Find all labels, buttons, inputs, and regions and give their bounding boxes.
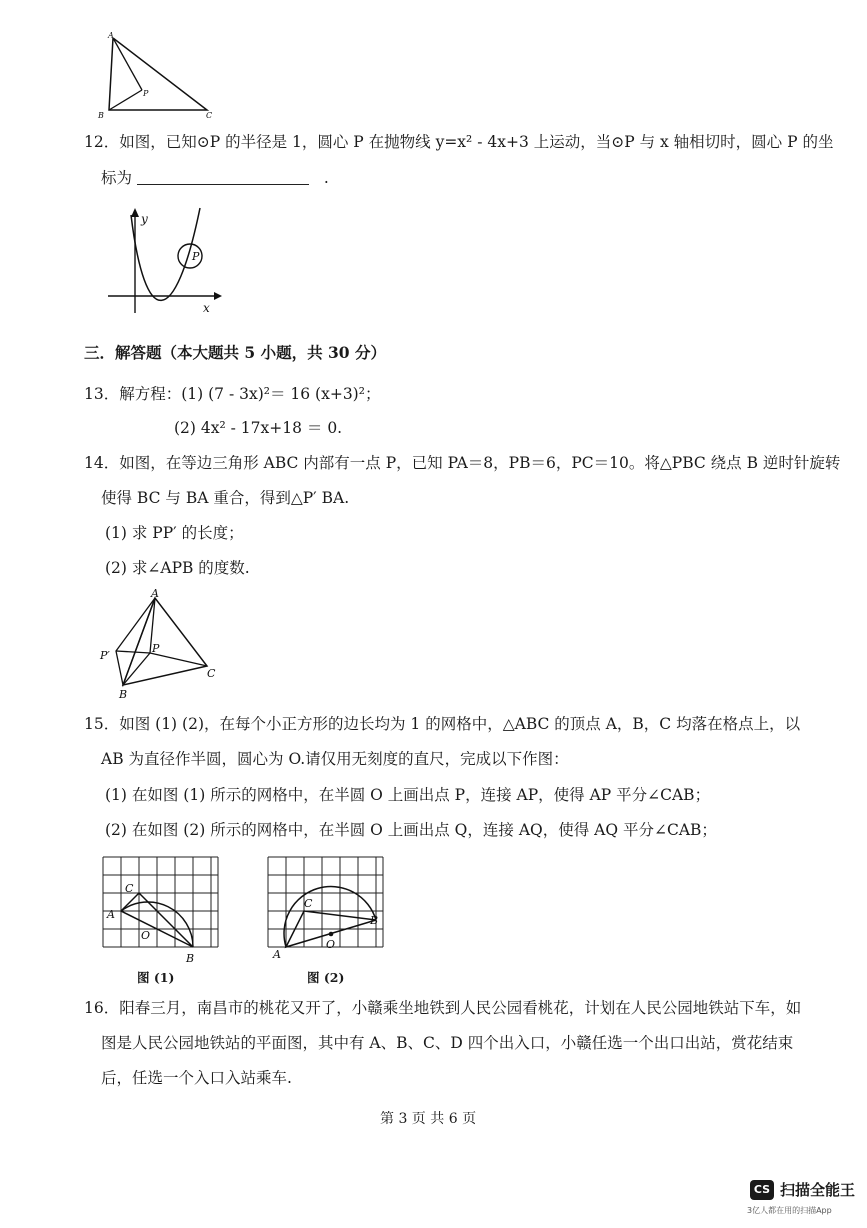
q14-line1: 14．如图，在等边三角形 ABC 内部有一点 P，已知 PA＝8，PB＝6，PC＝10。将△PBC 绕点 B 逆时针旋转: [84, 454, 841, 472]
q15-line3: (1) 在如图 (1) 所示的网格中，在半圆 O 上画出点 P，连接 AP，使得 AP 平分∠CAB；: [105, 786, 711, 804]
label-b: B: [98, 111, 104, 120]
segment-bp: [109, 90, 142, 110]
label-c: C: [207, 667, 216, 680]
segment-ap: [113, 38, 142, 90]
q16-line3: 后，任选一个入口入站乘车.: [101, 1069, 292, 1087]
grid2-caption: 图 (2): [307, 970, 345, 985]
label-a: A: [107, 908, 115, 921]
label-a: A: [108, 31, 114, 40]
triangle-abc-outline: [109, 38, 207, 110]
q15-line4: (2) 在如图 (2) 所示的网格中，在半圆 O 上画出点 Q，连接 AQ，使得 AQ 平分∠CAB；: [105, 821, 717, 839]
label-c: C: [206, 111, 213, 120]
section3-title: 三．解答题（本大题共 5 小题，共 30 分）: [84, 343, 386, 362]
label-a: A: [151, 587, 159, 600]
triangle-abc: [123, 598, 207, 685]
triangle-abc-figure: [95, 30, 225, 122]
label-b: B: [186, 952, 195, 964]
q12-answer-blank[interactable]: [137, 168, 309, 185]
q12-line2-end: .: [323, 169, 329, 187]
scanner-app-name: 扫描全能王: [780, 1181, 856, 1199]
q16-line1: 16．阳春三月，南昌市的桃花又开了，小赣乘坐地铁到人民公园看桃花，计划在人民公园地铁站下车，如: [84, 999, 802, 1017]
y-axis-arrow: [131, 208, 139, 217]
q14-line3: (1) 求 PP′ 的长度；: [105, 524, 244, 542]
q15-line2: AB 为直径作半圆，圆心为 O.请仅用无刻度的直尺，完成以下作图：: [101, 750, 569, 768]
label-y: y: [141, 212, 148, 226]
q12-line2: [101, 167, 329, 189]
label-o: O: [141, 929, 151, 942]
q12-line1: 12．如图，已知⊙P 的半径是 1，圆心 P 在抛物线 y=x² - 4x+3 上运动，当⊙P 与 x 轴相切时，圆心 P 的坐: [84, 133, 834, 151]
label-o: O: [326, 938, 336, 951]
label-b: B: [119, 688, 128, 701]
scanner-logo-icon: CS: [750, 1180, 774, 1200]
label-b: B: [370, 914, 379, 927]
q15-line1: 15．如图 (1) (2)，在每个小正方形的边长均为 1 的网格中，△ABC 的顶点 A，B，C 均落在格点上，以: [84, 715, 801, 733]
q13-line2: (2) 4x² - 17x+18 ＝ 0.: [174, 419, 343, 437]
label-p: P: [143, 89, 149, 98]
x-axis-arrow: [214, 292, 222, 300]
q16-line2: 图是人民公园地铁站的平面图，其中有 A、B、C、D 四个出入口，小赣任选一个出口出站，赏花结束: [101, 1034, 794, 1052]
parabola-figure: [100, 205, 225, 317]
label-a: A: [273, 948, 281, 961]
scanner-tagline: 3亿人都在用的扫描App: [747, 1206, 832, 1215]
label-p-prime: P′: [100, 649, 110, 662]
q14-line2: 使得 BC 与 BA 重合，得到△P′ BA.: [101, 489, 350, 507]
grid-figure-2: [263, 852, 393, 964]
page-footer: 第 3 页 共 6 页: [380, 1111, 477, 1127]
q14-line4: (2) 求∠APB 的度数.: [105, 559, 250, 577]
label-p: P: [152, 642, 160, 655]
label-x: x: [203, 301, 210, 315]
triangle-pprime-ba: [116, 598, 155, 685]
equilateral-triangle-figure: [95, 585, 225, 703]
label-c: C: [304, 897, 313, 910]
q13-line1: 13．解方程：(1) (7 - 3x)²＝ 16 (x+3)²；: [84, 385, 381, 403]
q12-line2-text: 标为: [101, 169, 133, 187]
label-p: P: [192, 250, 200, 263]
label-c: C: [125, 882, 134, 895]
center-o: [329, 932, 334, 937]
grid-figure-1: [98, 852, 228, 964]
grid1-caption: 图 (1): [137, 970, 175, 985]
segment-pp-prime: [116, 651, 150, 653]
